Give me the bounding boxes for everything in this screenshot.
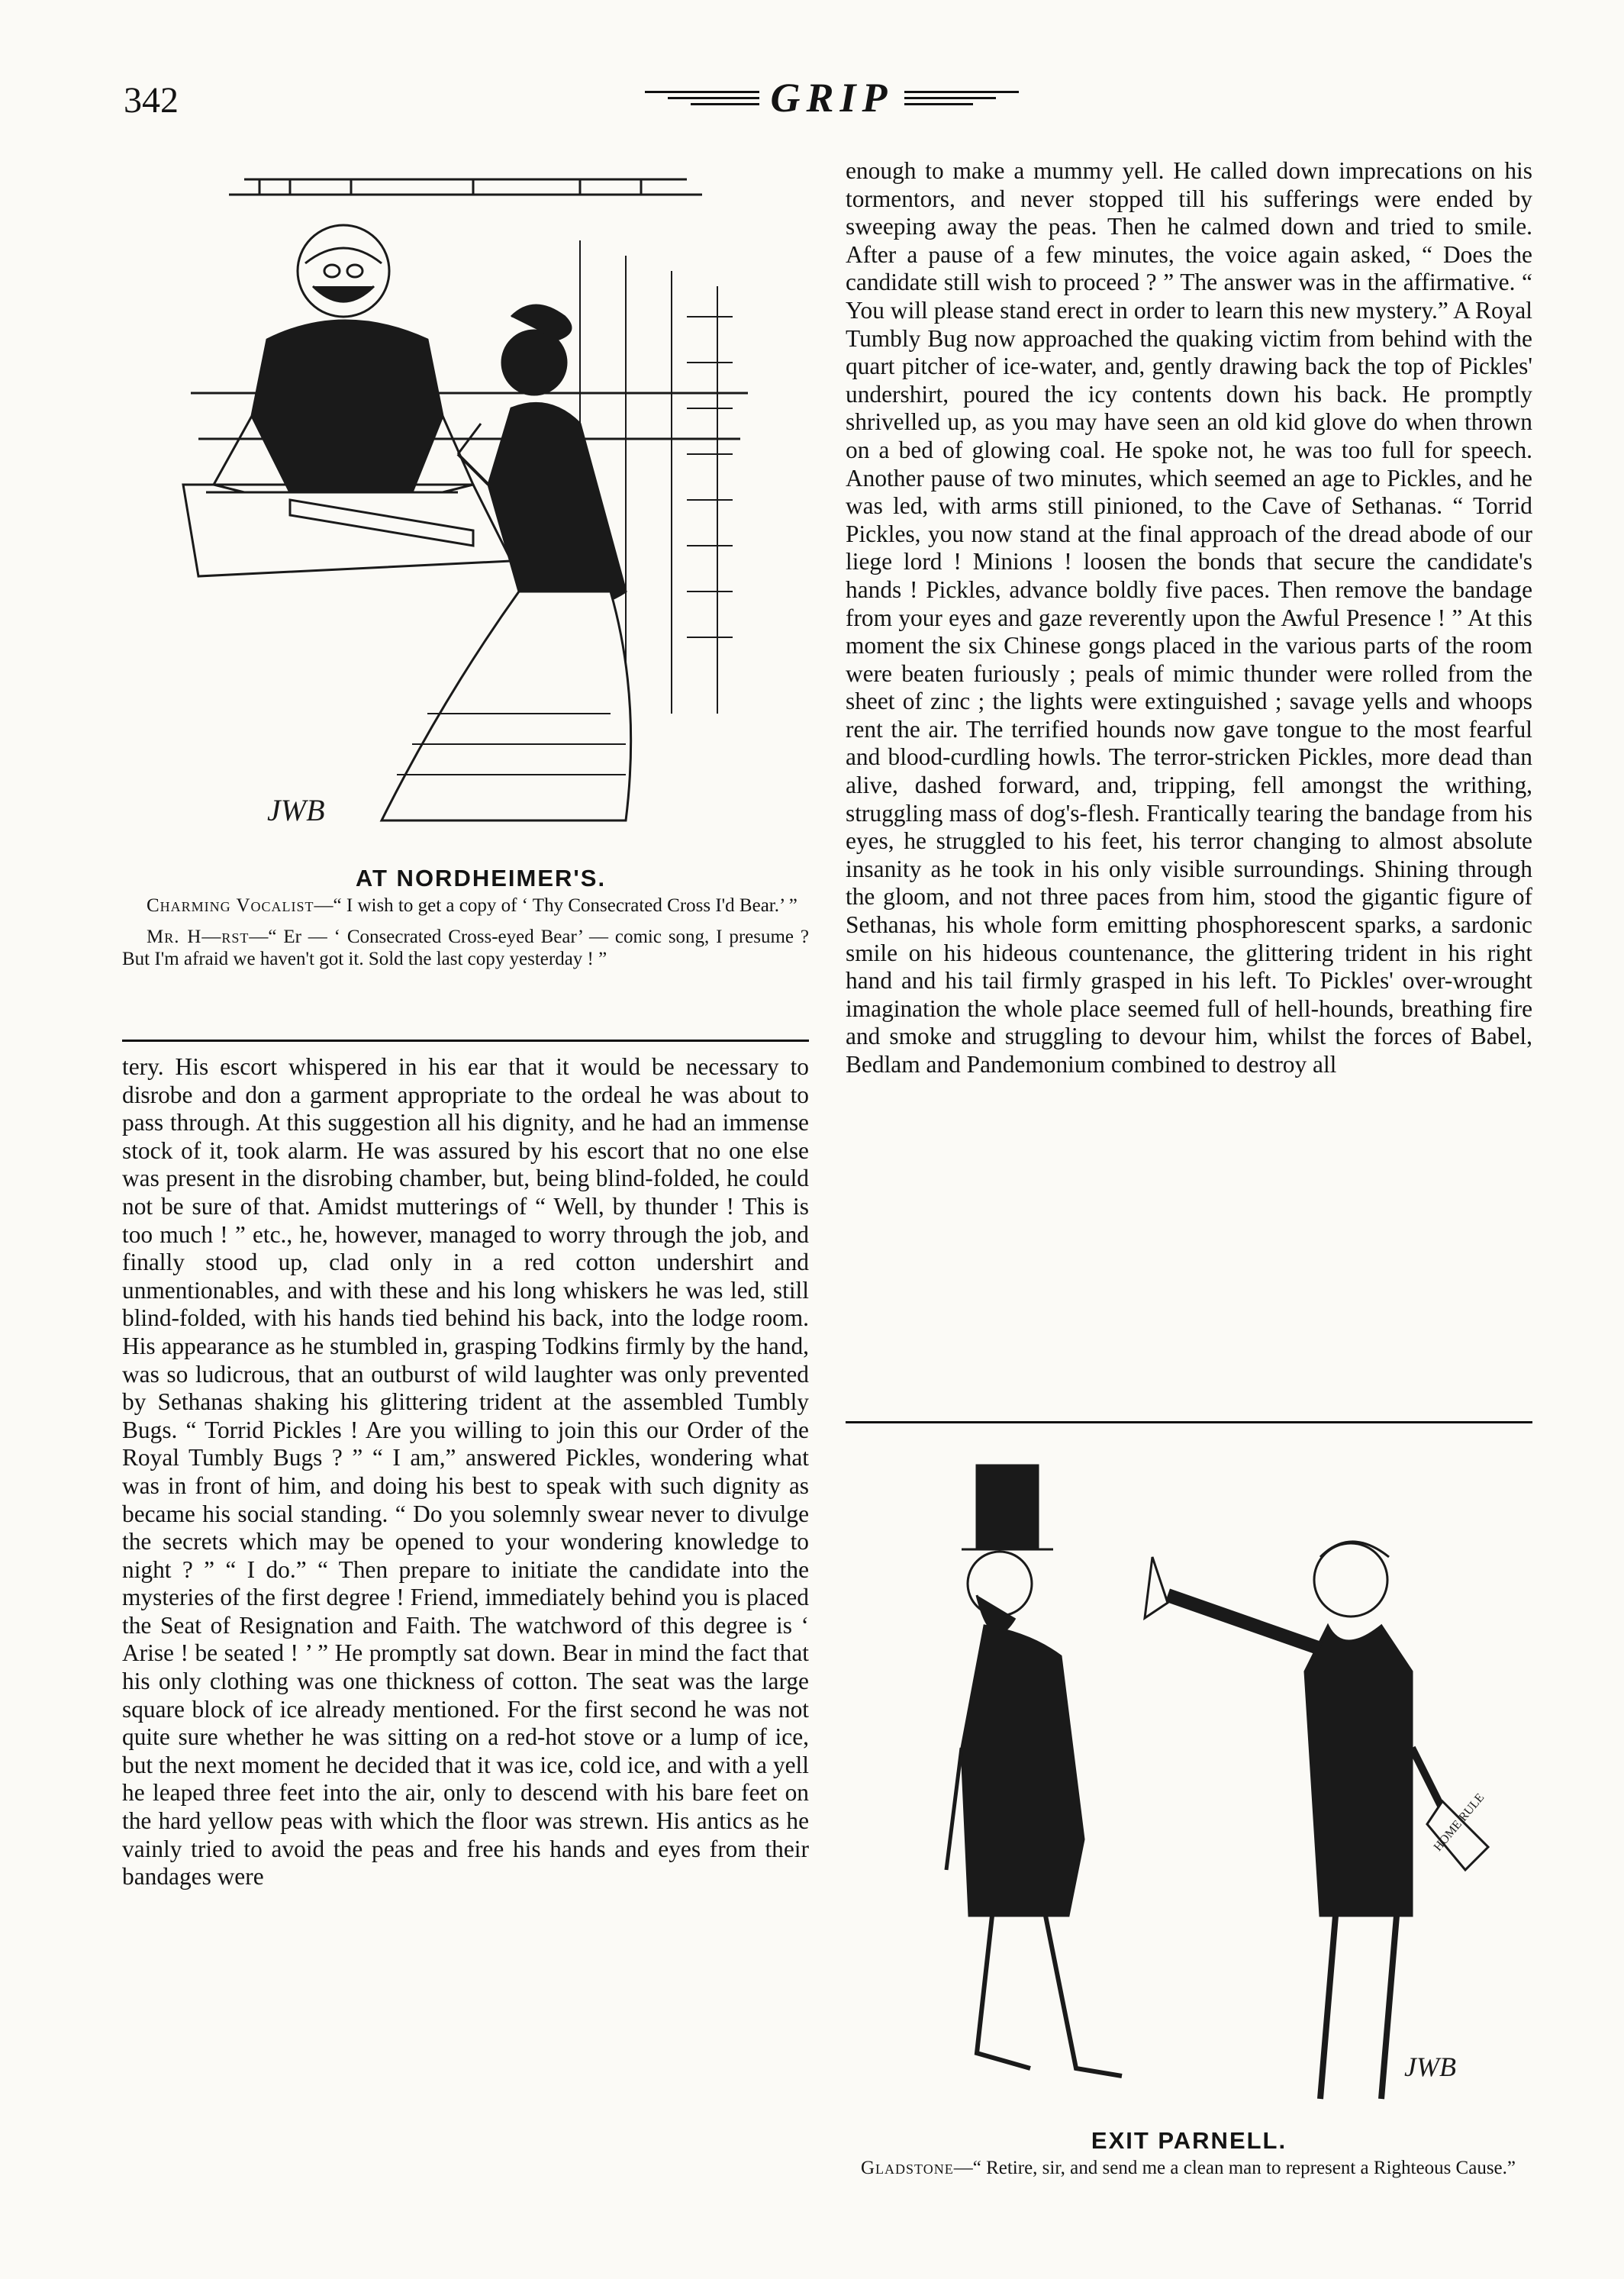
right-column-text <box>846 157 1532 1409</box>
masthead-right-rules <box>904 91 1019 105</box>
cartoon1-caption <box>122 895 809 970</box>
cartoon1-speaker-1: Charming Vocalist <box>147 895 314 916</box>
cartoon2-line: —“ Retire, sir, and send me a clean man to represent a Righteous Cause.” <box>953 2158 1516 2178</box>
cartoon1-line-2: —“ Er — ‘ Consecrated Cross-eyed Bear’ — comic song, I presume ? But I'm afraid we haven't got it. Sold the last copy yesterday ! ” <box>122 927 809 969</box>
column-rule-left <box>122 1040 809 1042</box>
home-rule-bill-label: HOME RULE <box>1431 1791 1487 1854</box>
masthead <box>580 75 1084 121</box>
cartoon-at-nordheimers <box>153 164 801 866</box>
left-column-paragraph: tery. His escort whispered in his ear that it would be necessary to disrobe and don a garment appropriate to the ordeal he was about to pass through. At this suggestion all his dignity, and he had an immense stock of it, took alarm. He was assured by his escort that no one else was present in the disrobing chamber, but, being blind-folded, he could not be sure of that. Amidst mutterings of “ Well, by thunder ! This is too much ! ” etc., he, however, managed to worry through the job, and finally stood up, clad only in a red cotton undershirt and unmentionables, and with these and his long whiskers he was led, still blind-folded, with his hands tied behind his back, into the lodge room. His appearance as he stumbled in, grasping Todkins firmly by the hand, was so ludicrous, that an outburst of wild laughter was only prevented by Sethanas shaking his glittering trident at the assembled Tumbly Bugs. “ Torrid Pickles ! Are you willing to join this our Order of the Royal Tumbly Bugs ? ” “ I am,” answered Pickles, wondering what was in front of him, and doing his best to speak with such dignity as became his social standing. “ Do you solemnly swear never to divulge the secrets which may be opened to your wondering knowledge to night ? ” “ I do.” “ Then prepare to initiate the candidate into the mysteries of the first degree ! Friend, immediately behind you is placed the Seat of Resignation and Faith. The watchword of this degree is ‘ Arise ! be seated ! ’ ” He promptly sat down. Bear in mind the fact that his only clothing was one thickness of cotton. The seat was the large square block of ice already mentioned. For the first second he was not quite sure whether he was sitting on a red-hot stove or a lump of ice, but the next moment he decided that it was ice, cold ice, and with a yell he leaped three feet into the air, only to descend with his bare feet on the hard yellow peas with which the floor was strewn. His antics as he vainly tried to avoid the peas and free his hands and eyes from their bandages were <box>122 1053 809 1891</box>
page-number: 342 <box>124 80 179 121</box>
masthead-title: GRIP <box>770 75 894 121</box>
left-column-text <box>122 1053 809 2221</box>
right-column-paragraph: enough to make a mummy yell. He called down imprecations on his tormentors, and never stopped till his sufferings were ended by sweeping away the peas. Then he calmed down and tried to smile. After a pause of a few minutes, the voice again asked, “ Does the candidate still wish to proceed ? ” The answer was in the affirmative. “ You will please stand erect in order to learn this new mystery.” A Royal Tumbly Bug now approached the quaking victim from behind with the quart pitcher of ice-water, and, gently drawing back the top of Pickles' undershirt, poured the icy contents down his back. He promptly shrivelled up, as you may have seen an old kid glove do when thrown on a bed of glowing coal. He spoke not, he was too full for speech. Another pause of two minutes, which seemed an age to Pickles, and he was led, with arms still pinioned, to the Cave of Sethanas. “ Torrid Pickles, you now stand at the final approach of the dread abode of our liege lord ! Minions ! loosen the bonds that secure the candidate's hands ! Pickles, advance boldly five paces. Then remove the bandage from your eyes and gaze reverently upon the Awful Presence ! ” At this moment the six Chinese gongs placed in the various parts of the room were beaten furiously ; peals of mimic thunder were rolled from the sheet of zinc ; the lights were extinguished ; savage yells and whoops rent the air. The terrified hounds now gave tongue to the most fearful and blood-curdling howls. The terror-stricken Pickles, more dead than alive, dashed forward, and, tripping, fell amongst the writhing, struggling mass of dog's-flesh. Frantically tearing the bandage from his eyes, he struggled to his feet, his terror changing to almost absolute insanity as he took in his only visible surroundings. Shining through the gloom, and not three paces from him, stood the gigantic figure of Sethanas, his whole form emitting phosphorescent sparks, a sardonic smile on his hideous countenance, the glittering trident in his right hand and his tail firmly grasped in his left. To Pickles' over-wrought imagination the whole place seemed full of hell-hounds, breathing fire and smoke and struggling to devour him, whilst the forces of Babel, Bedlam and Pandemonium combined to destroy all <box>846 157 1532 1078</box>
cartoon-exit-parnell <box>878 1443 1503 2129</box>
cartoon1-title: AT NORDHEIMER'S. <box>355 865 607 891</box>
cartoon2-title: EXIT PARNELL. <box>1091 2127 1287 2154</box>
cartoon2-speaker: Gladstone <box>861 2158 954 2178</box>
masthead-left-rules <box>645 91 759 105</box>
cartoon1-speaker-2: Mr. H—rst <box>147 927 250 947</box>
cartoon1-line-1: —“ I wish to get a copy of ‘ Thy Consecrated Cross I'd Bear.’ ” <box>314 895 798 916</box>
cartoon2-caption <box>846 2157 1532 2179</box>
cartoon2-signature: JWB <box>1404 2052 1456 2082</box>
cartoon1-signature: JWB <box>267 793 325 827</box>
column-rule-right <box>846 1421 1532 1423</box>
